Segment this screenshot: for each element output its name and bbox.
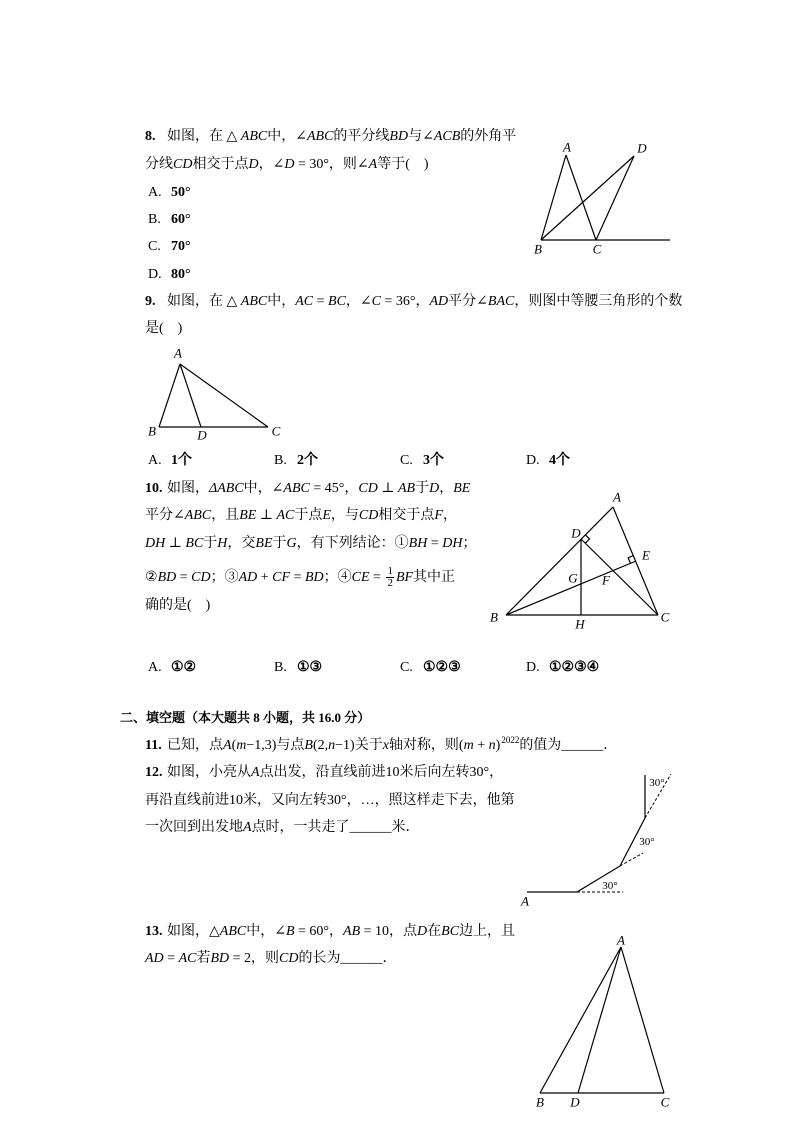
option-value: ①② [171, 660, 197, 675]
math-variable: ABC [306, 129, 334, 144]
math-variable: CE [351, 569, 370, 585]
math-variable: CD [173, 157, 193, 172]
segment-ac [566, 155, 596, 240]
math-variable: n [488, 738, 496, 753]
text-run: 已知，点 [167, 738, 223, 753]
segment-ab [159, 364, 180, 427]
question-text [145, 565, 456, 589]
text-run: 分线 [145, 157, 173, 172]
angle-label-2: 30° [639, 836, 655, 848]
question-number: 10. [145, 481, 163, 496]
text-run: ；③ [210, 569, 239, 585]
text-run: ，∠ [345, 294, 372, 309]
text-run: 其中正 [413, 569, 456, 585]
point-label-d: D [570, 1094, 580, 1110]
segment-ac [621, 947, 664, 1093]
q10-line-2 [145, 507, 457, 525]
math-variable: n [328, 738, 336, 753]
text-run: ，交 [227, 536, 256, 551]
text-run: 的平分线 [333, 129, 390, 144]
text-run: 平分∠ [145, 508, 185, 523]
question-text [167, 765, 503, 780]
text-run: ；④ [323, 569, 352, 585]
q8-option-a [148, 184, 191, 202]
option-letter: B. [274, 453, 287, 468]
math-variable: ABC [219, 924, 247, 939]
math-variable: BE [239, 508, 257, 523]
math-variable: x [382, 738, 389, 753]
q11-line-1 [145, 737, 617, 755]
option-value: 3个 [423, 453, 444, 468]
text-run: 的值为______． [519, 738, 618, 753]
option-letter: C. [400, 660, 413, 675]
point-label-d: D [637, 140, 647, 156]
text-run: 如图，在 △ [167, 129, 241, 144]
angle-label-1: 30° [602, 880, 618, 892]
text-run: 点时，一共走了______米． [251, 820, 420, 835]
q10-option-a [148, 659, 196, 677]
text-run: 一次回到出发地 [145, 820, 243, 835]
question-number: 9. [145, 294, 156, 309]
math-variable: DH [145, 536, 166, 551]
option-letter: B. [274, 660, 287, 675]
text-run: 边上，且 [459, 924, 516, 939]
q10-option-c [400, 659, 461, 677]
math-variable: F [434, 508, 443, 523]
fraction [386, 566, 394, 589]
question-text [167, 481, 470, 496]
section-title-fill-in: 二、填空题（本大题共 8 小题，共 16.0 分） [120, 710, 371, 725]
fraction-numerator: 1 [387, 565, 393, 577]
exponent: 2022 [501, 735, 520, 745]
text-run: ) [495, 738, 501, 753]
point-label-b: B [536, 1094, 544, 1110]
text-run: 再沿直线前进10米，又向左转30°，…，照这样走下去，他第 [145, 793, 515, 808]
q9-line-2 [145, 320, 182, 338]
dashed-extension-2 [620, 853, 643, 866]
math-variable: AB [397, 481, 416, 496]
point-label-d: D [197, 427, 207, 443]
question-text [167, 924, 515, 939]
q10-line-3 [145, 535, 476, 553]
text-run: 中，∠ [243, 481, 284, 496]
math-variable: BD [157, 569, 177, 585]
math-variable: BF [395, 569, 414, 585]
text-run: 于点 [294, 508, 323, 523]
question-text [145, 598, 210, 613]
text-run: ⊥ [165, 536, 186, 551]
math-variable: ABC [240, 294, 268, 309]
figure-q10 [490, 490, 670, 632]
segment-ac [613, 507, 658, 615]
math-variable: AD [238, 569, 258, 585]
text-run: + [257, 569, 273, 585]
text-run: ( [231, 738, 237, 753]
option-value: 70° [171, 239, 191, 254]
option-value: 4个 [549, 453, 570, 468]
math-variable: H [217, 536, 228, 551]
text-run: 平分∠ [448, 294, 488, 309]
text-run: 相交于点 [192, 157, 249, 172]
text-run: 如图，小亮从 [167, 765, 251, 780]
angle-label-3: 30° [649, 777, 665, 789]
walking-path [527, 775, 645, 892]
math-variable: m [463, 738, 474, 753]
dashed-extension-3 [645, 774, 671, 818]
point-label-a: A [521, 893, 529, 909]
q9-option-c [400, 452, 444, 470]
text-run: = [290, 569, 305, 585]
text-run: ，有下列结论：① [296, 536, 409, 551]
text-run: = [369, 569, 385, 585]
point-label-a: A [613, 489, 621, 505]
right-angle-mark-e [628, 556, 634, 564]
q8-line-1 [145, 128, 516, 146]
point-label-e: E [642, 547, 650, 563]
math-variable: A [243, 820, 252, 835]
math-variable: A [251, 765, 260, 780]
point-label-f: F [602, 572, 610, 588]
text-run: 中，∠ [267, 129, 307, 144]
figure-q9 [148, 346, 281, 443]
question-text [145, 951, 397, 966]
math-variable: G [286, 536, 297, 551]
text-run: 的外角平 [460, 129, 517, 144]
text-run: (2, [312, 738, 329, 753]
q9-option-d [526, 452, 570, 470]
point-label-c: C [592, 241, 602, 257]
text-run: ⊥ [256, 508, 277, 523]
option-value: ①②③ [423, 660, 461, 675]
text-run: 点出发，沿直线前进10米后向左转30°， [259, 765, 504, 780]
figure-q13 [536, 933, 670, 1110]
math-variable: CD [191, 569, 211, 585]
q12-line-3 [145, 819, 420, 837]
text-run: 若 [196, 951, 211, 966]
text-run: 于 [272, 536, 287, 551]
question-text [145, 508, 457, 523]
point-label-c: C [271, 423, 281, 439]
q9-option-a [148, 452, 192, 470]
math-variable: ABC [283, 481, 310, 496]
q13-line-2 [145, 950, 397, 968]
text-run: ② [145, 569, 158, 585]
point-label-b: B [490, 609, 498, 625]
math-variable: BD [210, 951, 230, 966]
math-variable: ABC [240, 129, 268, 144]
segment-bd [541, 156, 634, 240]
math-variable: BC [441, 924, 460, 939]
text-run: = [176, 569, 192, 585]
right-angle-mark-d [585, 535, 589, 544]
q10-line-5 [145, 597, 210, 615]
option-letter: C. [400, 453, 413, 468]
fraction-denominator: 2 [387, 577, 393, 589]
q10-option-b [274, 659, 322, 677]
text-run: 相交于点 [378, 508, 435, 523]
question-text [167, 294, 682, 309]
segment-cd [596, 156, 634, 240]
text-run: −1)关于 [335, 738, 383, 753]
math-variable: CD [358, 508, 379, 523]
point-label-b: B [148, 423, 156, 439]
text-run: 轴对称，则( [388, 738, 464, 753]
question-number: 13. [145, 924, 163, 939]
text-run: 于 [415, 481, 430, 496]
question-text [167, 735, 618, 753]
option-letter: A. [148, 660, 162, 675]
segment-ac [180, 364, 268, 427]
math-variable: CD [279, 951, 299, 966]
question-text [145, 793, 515, 808]
question-text [167, 129, 516, 144]
text-run: = 2，则 [229, 951, 280, 966]
q8-option-d [148, 266, 191, 284]
q10-option-d [526, 659, 599, 677]
point-label-b: B [534, 241, 542, 257]
text-run: = 30°，则∠ [294, 157, 369, 172]
text-run: −1,3)与点 [246, 738, 305, 753]
math-variable: ABC [184, 508, 212, 523]
q9-line-1 [145, 293, 682, 311]
question-number: 8. [145, 129, 156, 144]
option-letter: B. [148, 212, 161, 227]
math-variable: CD [358, 481, 378, 496]
point-label-c: C [660, 1094, 670, 1110]
question-text [145, 157, 429, 172]
math-variable: B [304, 738, 313, 753]
text-run: 在 [427, 924, 442, 939]
text-run: = 60°， [294, 924, 344, 939]
q10-line-1 [145, 480, 470, 498]
text-run: 是( ) [145, 321, 183, 336]
option-letter: D. [526, 453, 540, 468]
text-run: = [313, 294, 329, 309]
q13-line-1 [145, 923, 515, 941]
q8-option-c [148, 238, 191, 256]
question-text [145, 820, 420, 835]
math-variable: ΔABC [209, 481, 244, 496]
text-run: = 10，点 [360, 924, 418, 939]
math-variable: D [284, 157, 295, 172]
math-variable: AB [343, 924, 361, 939]
math-variable: BC [185, 536, 204, 551]
text-run: 确的是( ) [145, 598, 211, 613]
math-variable: m [236, 738, 247, 753]
segment-ab [540, 947, 621, 1093]
question-text [145, 321, 182, 336]
math-variable: BAC [487, 294, 515, 309]
point-label-d: D [571, 525, 581, 541]
math-variable: BD [304, 569, 324, 585]
text-run: 如图， [167, 481, 209, 496]
text-run: ， [439, 481, 454, 496]
text-run: 中， [267, 294, 296, 309]
math-variable: C [371, 294, 381, 309]
text-run: ； [462, 536, 477, 551]
figure-q12 [520, 774, 671, 909]
option-letter: C. [148, 239, 161, 254]
math-variable: BH [408, 536, 428, 551]
math-variable: BC [328, 294, 346, 309]
math-variable: D [417, 924, 428, 939]
text-run: = 45°， [309, 481, 359, 496]
segment-ad [578, 947, 621, 1093]
math-variable: ACB [433, 129, 461, 144]
option-letter: A. [148, 185, 162, 200]
option-value: ①③ [297, 660, 323, 675]
text-run: 于 [203, 536, 218, 551]
math-variable: AC [276, 508, 295, 523]
math-variable: E [322, 508, 331, 523]
text-run: 如图，在 △ [167, 294, 241, 309]
text-run: = [163, 951, 179, 966]
option-value: 80° [171, 267, 191, 282]
option-value: ①②③④ [549, 660, 600, 675]
text-run: 如图，△ [167, 924, 220, 939]
segment-cd [581, 539, 658, 615]
math-variable: AC [178, 951, 197, 966]
text-run: = 36°， [381, 294, 430, 309]
text-run: 等于( ) [377, 157, 429, 172]
text-run: ⊥ [377, 481, 398, 496]
q9-option-b [274, 452, 318, 470]
text-run: ，与 [330, 508, 359, 523]
segment-be [506, 561, 636, 615]
option-value: 50° [171, 185, 191, 200]
text-run: 的长为______． [298, 951, 397, 966]
option-letter: D. [526, 660, 540, 675]
figure-q8 [534, 140, 670, 257]
math-variable: B [285, 924, 295, 939]
math-variable: BD [389, 129, 409, 144]
option-value: 60° [171, 212, 191, 227]
q8-option-b [148, 211, 191, 229]
point-label-g: G [568, 570, 578, 586]
math-variable: BE [255, 536, 273, 551]
option-letter: A. [148, 453, 162, 468]
text-run: 中，∠ [246, 924, 286, 939]
math-variable: A [223, 738, 232, 753]
math-variable: AD [145, 951, 164, 966]
text-run: + [473, 738, 489, 753]
math-variable: BE [453, 481, 471, 496]
text-run: ，∠ [258, 157, 285, 172]
point-label-c: C [660, 609, 670, 625]
text-run: ， [442, 508, 457, 523]
point-label-h: H [575, 616, 585, 632]
math-variable: CF [272, 569, 291, 585]
math-variable: A [368, 157, 378, 172]
segment-ab [541, 155, 566, 240]
math-variable: D [429, 481, 440, 496]
segment-ab [506, 507, 613, 615]
option-value: 2个 [297, 453, 318, 468]
math-variable: D [248, 157, 259, 172]
q8-line-2 [145, 156, 429, 174]
point-label-a: A [563, 139, 571, 155]
math-variable: AD [429, 294, 449, 309]
option-value: 1个 [171, 453, 192, 468]
text-run: 与∠ [408, 129, 434, 144]
math-variable: DH [442, 536, 463, 551]
text-run: ，且 [211, 508, 240, 523]
point-label-a: A [617, 932, 625, 948]
question-text [145, 536, 476, 551]
question-number: 12. [145, 765, 163, 780]
text-run: = [427, 536, 443, 551]
q10-line-4 [145, 566, 455, 589]
q12-line-2 [145, 792, 515, 810]
math-variable: AC [295, 294, 314, 309]
option-letter: D. [148, 267, 162, 282]
text-run: ，则图中等腰三角形的个数 [514, 294, 683, 309]
point-label-a: A [174, 345, 182, 361]
segment-ad [180, 364, 201, 427]
question-number: 11. [145, 738, 162, 753]
q12-line-1 [145, 764, 503, 782]
